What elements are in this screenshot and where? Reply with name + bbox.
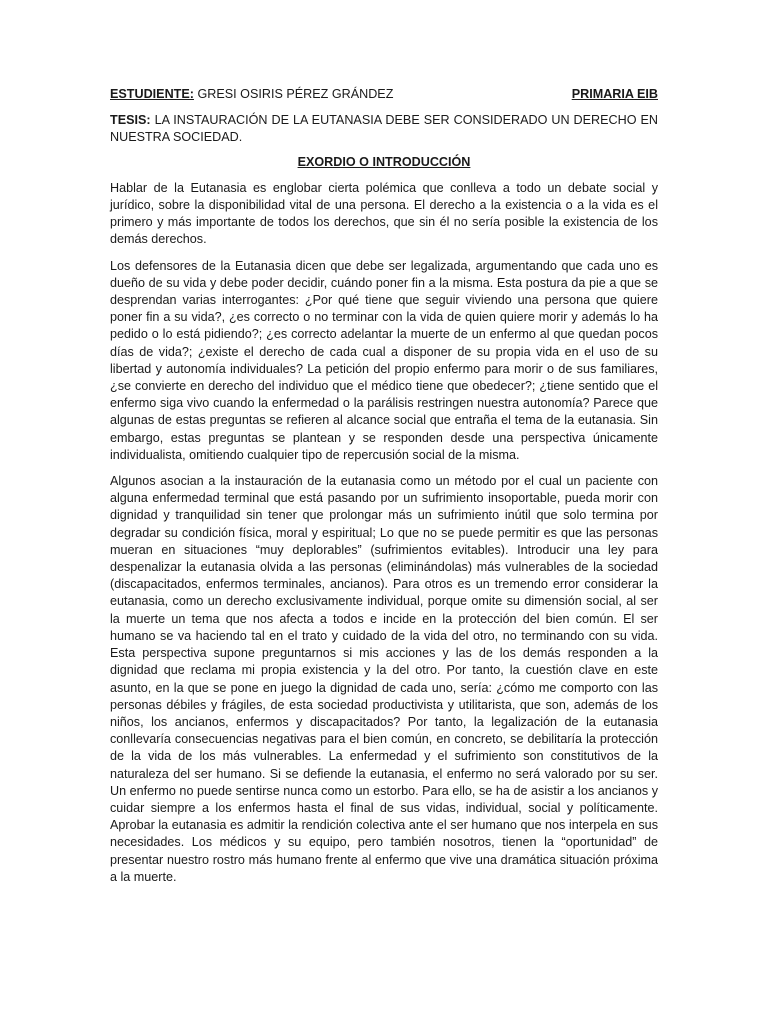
- thesis-text: LA INSTAURACIÓN DE LA EUTANASIA DEBE SER CONSIDERADO UN DERECHO EN NUESTRA SOCIEDAD.: [110, 113, 658, 145]
- document-page: [110, 86, 658, 895]
- student-line: [110, 86, 393, 103]
- level-label: PRIMARIA EIB: [571, 87, 658, 101]
- paragraph-1: Hablar de la Eutanasia es englobar cierta polémica que conlleva a todo un debate social y jurídico, sobre la disponibilidad vital de una persona. El derecho a la existencia o a la vida es el primero y más importante de todos los derechos, que sin él no sería posible la existencia de los demás derechos.: [110, 180, 658, 247]
- thesis-line: [110, 112, 658, 146]
- paragraph-3: Algunos asocian a la instauración de la eutanasia como un método por el cual un paciente con alguna enfermedad terminal que está pasando por un sufrimiento insoportable, pueda morir con dignidad y tranquilidad sin tener que prolongar más un sufrimiento inútil que solo termina por degradar su condición física, moral y espiritual; Lo que no se puede permitir es que las personas mueran en situaciones “muy deplorables” (sufrimientos evitables). Introducir una ley para despenalizar la eutanasia olvida a las personas (eliminándolas) más vulnerables de la sociedad (discapacitados, enfermos terminales, ancianos). Para otros es un tremendo error considerar la eutanasia, como un derecho exclusivamente individual, porque omite su dimensión social, al ser la muerte un tema que nos afecta a todos e incide en la protección del bien común. El ser humano se va haciendo tal en el trato y cuidado de la vida del otro, no terminando con su vida. Esta perspectiva supone preguntarnos si mis acciones y las de los demás responden a la dignidad que reclama mi propia existencia y la del otro. Por tanto, la cuestión clave en este asunto, en la que se pone en juego la dignidad de cada uno, sería: ¿cómo me comporto con las personas débiles y frágiles, de esta sociedad productivista y utilitarista, que son, además de los niños, los ancianos, enfermos y discapacitados? Por tanto, la legalización de la eutanasia conllevaría consecuencias negativas para el bien común, en concreto, se debilitaría la protección de la vida de los más vulnerables. La enfermedad y el sufrimiento son constitutivos de la naturaleza del ser humano. Si se defiende la eutanasia, el enfermo no será valorado por su ser. Un enfermo no puede sentirse nunca como un estorbo. Para ello, se ha de asistir a los ancianos y cuidar siempre a los enfermos hasta el final de sus vidas, individual, social y políticamente. Aprobar la eutanasia es admitir la rendición colectiva ante el ser humano que nos interpela en sus necesidades. Los médicos y su equipo, pero también nosotros, tienen la “oportunidad” de presentar nuestro rostro más humano frente al enfermo que vive una dramática situación próxima a la muerte.: [110, 474, 658, 884]
- section-title: EXORDIO O INTRODUCCIÓN: [297, 154, 471, 169]
- student-name: GRESI OSIRIS PÉREZ GRÁNDEZ: [193, 87, 394, 101]
- thesis-label: TESIS:: [110, 113, 151, 128]
- student-label: ESTUDIENTE:: [110, 87, 194, 101]
- document-header: [110, 86, 658, 103]
- paragraph-2: Los defensores de la Eutanasia dicen que debe ser legalizada, argumentando que cada uno es dueño de su vida y debe poder decidir, cuándo poner fin a la misma. Esta postura da pie a que se desprendan varias interrogantes: ¿Por qué tiene que seguir viviendo una persona que quiere poner fin a su vida?, ¿es correcto o no terminar con la vida de quien quiere morir y además lo ha pedido o lo está pidiendo?; ¿es correcto adelantar la muerte de un enfermo al que quedan pocos días de vida?; ¿existe el derecho de cada cual a disponer de su propia vida en el uso de su libertad y autonomía individuales? La petición del propio enfermo para morir o de sus familiares, ¿se convierte en derecho del individuo que el médico tiene que obedecer?; ¿tiene sentido que el enfermo siga vivo cuando la enfermedad o la parálisis restringen nuestra autonomía? Parece que algunas de estas preguntas se refieren al alcance social que entraña el tema de la eutanasia. Sin embargo, estas preguntas se plantean y se responden desde una perspectiva únicamente individualista, omitiendo cualquier tipo de repercusión social de la misma.: [110, 258, 658, 462]
